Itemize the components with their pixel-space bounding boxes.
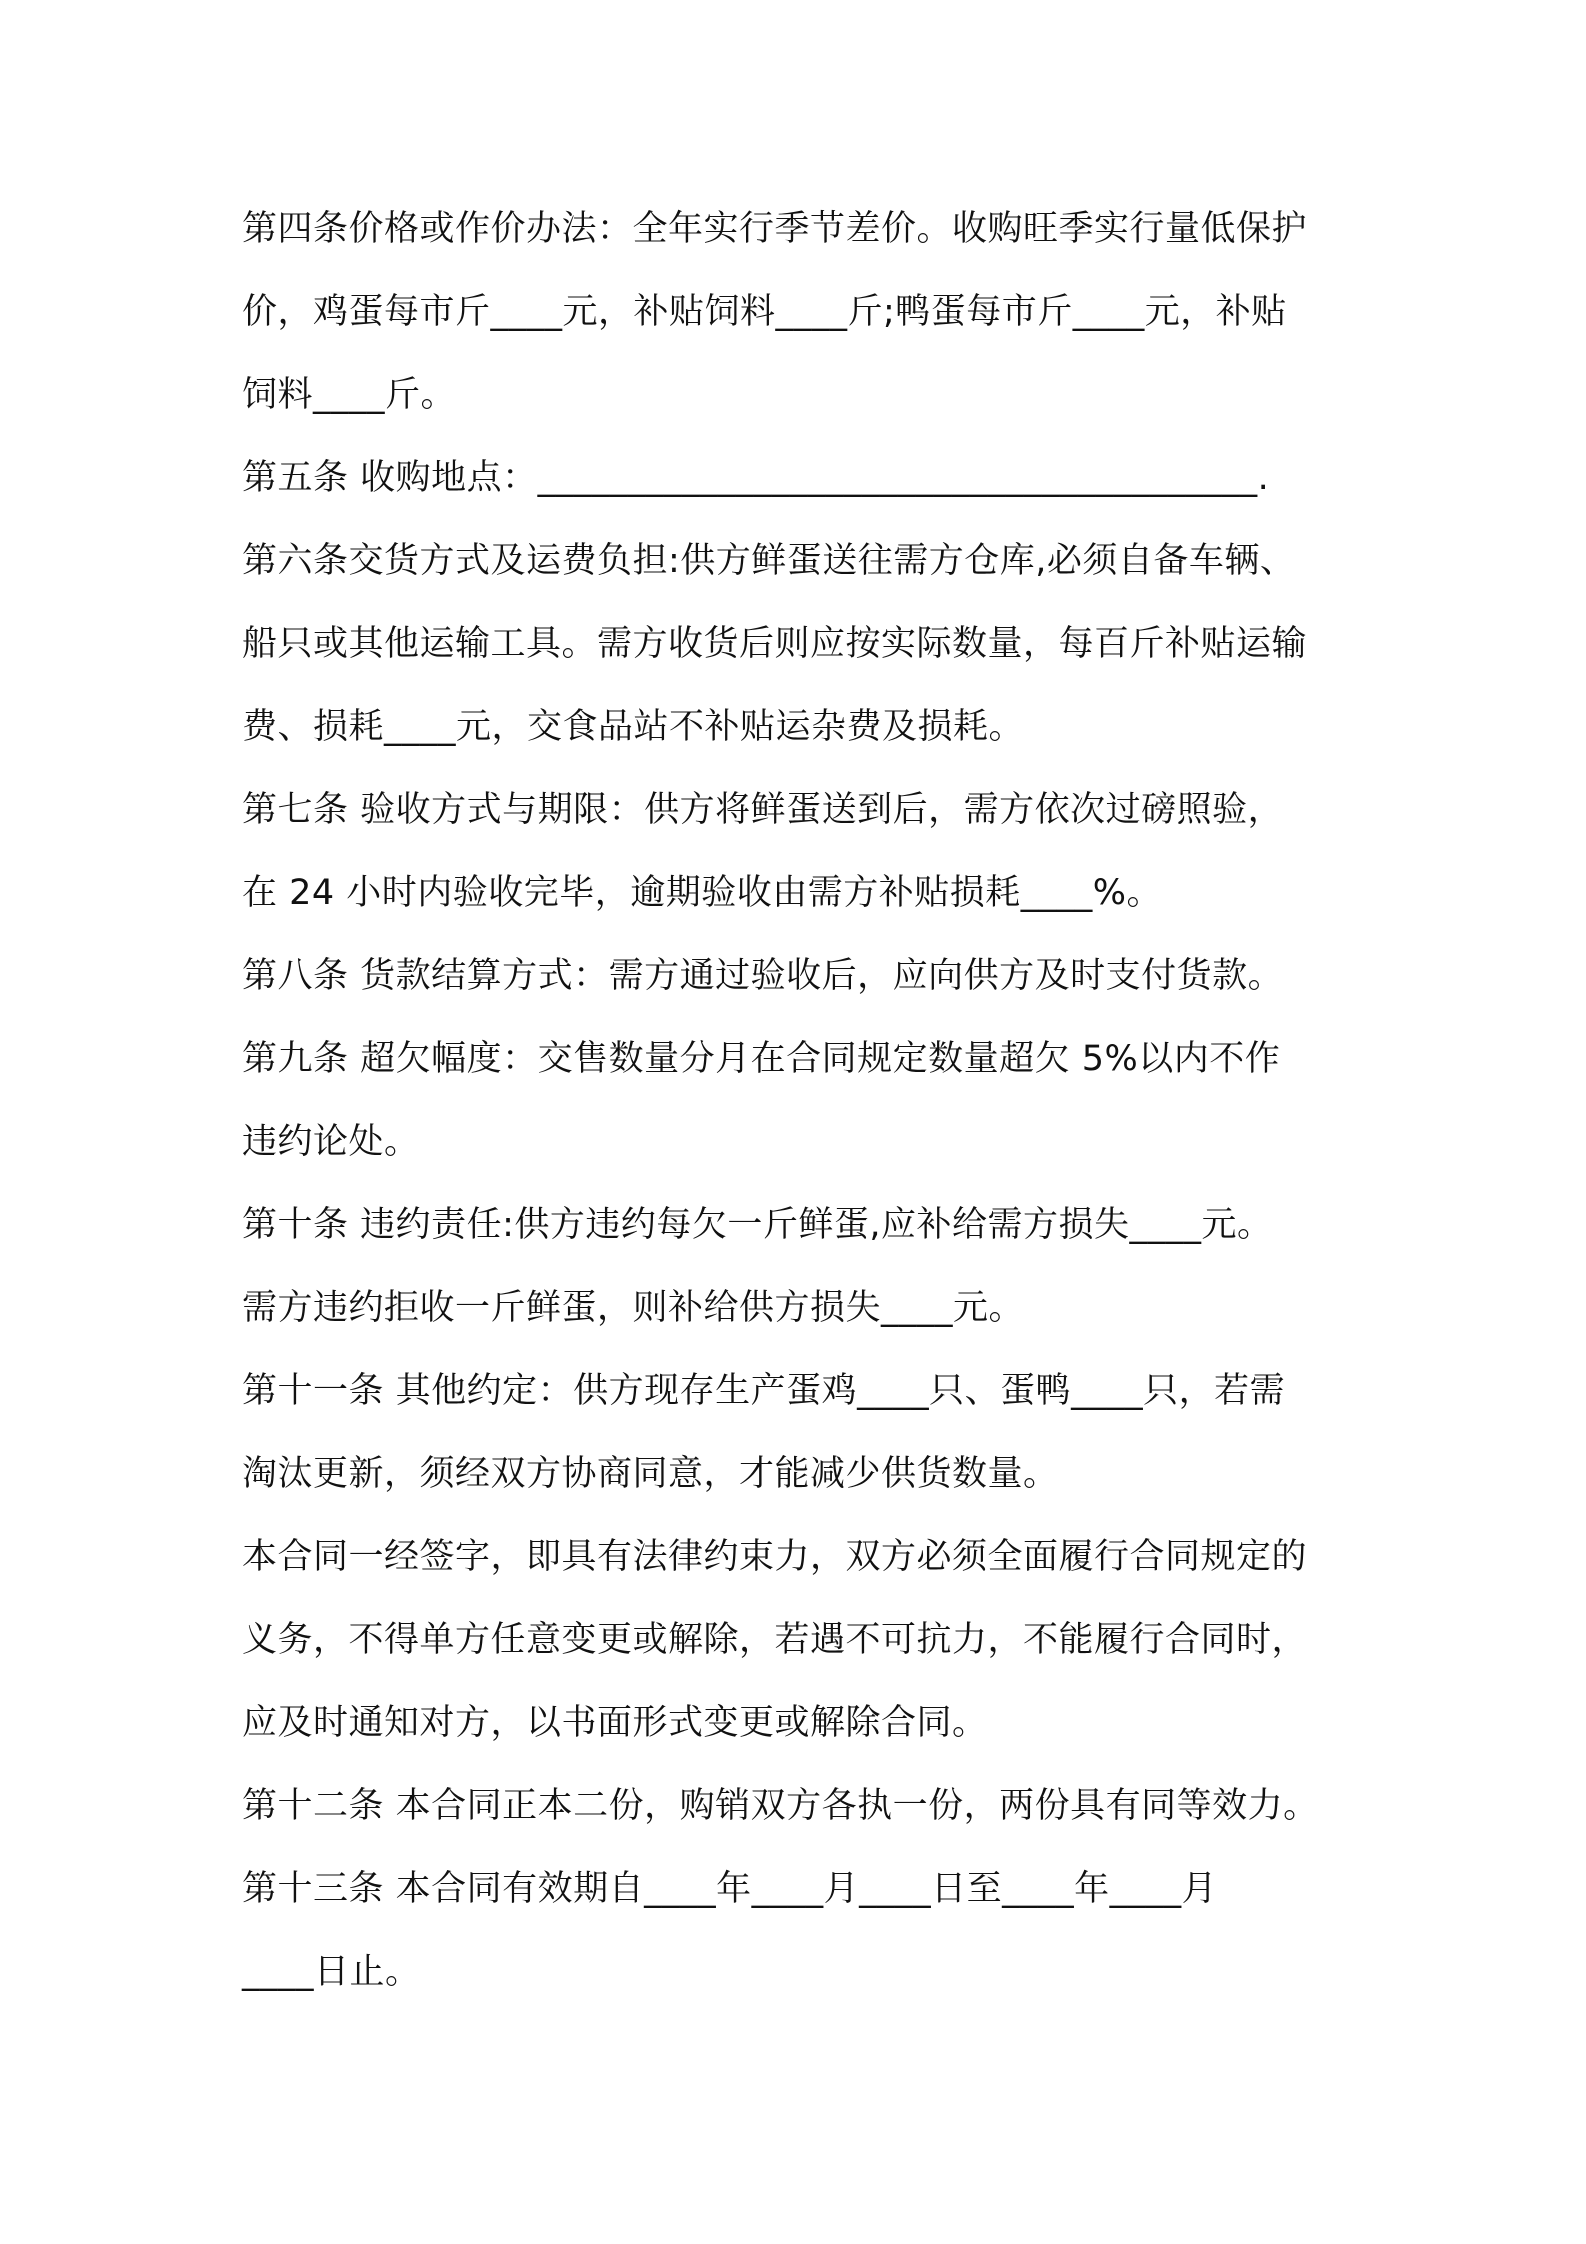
text-line: 在 24 小时内验收完毕，逾期验收由需方补贴损耗____%。 [242, 873, 1163, 913]
text-line: 饲料____斤。 [242, 375, 457, 415]
text-line: 第十二条 本合同正本二份，购销双方各执一份，两份具有同等效力。 [242, 1786, 1319, 1826]
text-line: 应及时通知对方，以书面形式变更或解除合同。 [242, 1703, 988, 1743]
contract-text-page [242, 188, 1392, 2014]
text-line: 第四条价格或作价办法：全年实行季节差价。收购旺季实行量低保护 [242, 209, 1308, 249]
text-line: 第十三条 本合同有效期自____年____月____日至____年____月 [242, 1869, 1218, 1909]
text-line: 第十一条 其他约定：供方现存生产蛋鸡____只、蛋鸭____只，若需 [242, 1371, 1286, 1411]
text-line: 义务，不得单方任意变更或解除，若遇不可抗力，不能履行合同时， [242, 1620, 1308, 1660]
text-line: ____日止。 [242, 1952, 421, 1992]
text-line: 第八条 货款结算方式：需方通过验收后，应向供方及时支付货款。 [242, 956, 1284, 996]
text-line: 费、损耗____元，交食品站不补贴运杂费及损耗。 [242, 707, 1025, 747]
text-line: 船只或其他运输工具。需方收货后则应按实际数量，每百斤补贴运输 [242, 624, 1308, 664]
text-line: 第六条交货方式及运费负担:供方鲜蛋送往需方仓库,必须自备车辆、 [242, 541, 1296, 581]
text-line: 本合同一经签字，即具有法律约束力，双方必须全面履行合同规定的 [242, 1537, 1308, 1577]
text-line: 第九条 超欠幅度：交售数量分月在合同规定数量超欠 5%以内不作 [242, 1039, 1281, 1079]
text-line: 违约论处。 [242, 1122, 420, 1162]
text-line: 淘汰更新，须经双方协商同意，才能减少供货数量。 [242, 1454, 1059, 1494]
text-line: 第五条 收购地点：________________________________________. [242, 458, 1270, 498]
text-line: 价，鸡蛋每市斤____元，补贴饲料____斤;鸭蛋每市斤____元，补贴 [242, 292, 1287, 332]
text-line: 第十条 违约责任:供方违约每欠一斤鲜蛋,应补给需方损失____元。 [242, 1205, 1273, 1245]
text-line: 第七条 验收方式与期限：供方将鲜蛋送到后，需方依次过磅照验， [242, 790, 1284, 830]
text-line: 需方违约拒收一斤鲜蛋，则补给供方损失____元。 [242, 1288, 1025, 1328]
